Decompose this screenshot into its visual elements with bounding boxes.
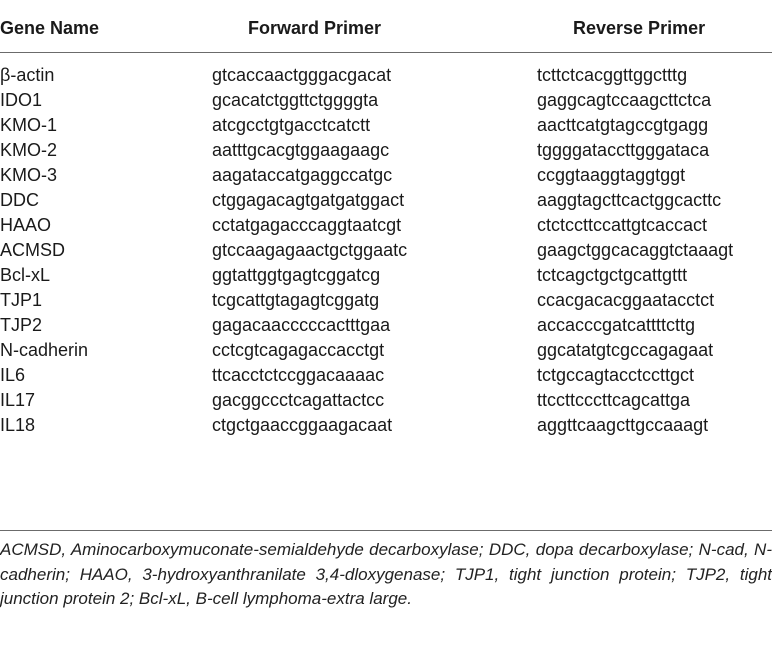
- gene-name-cell: TJP1: [0, 290, 43, 310]
- reverse-primer-cell: tctcagctgctgcattgttt: [537, 265, 688, 285]
- forward-primer-cell: ctggagacagtgatgatggact: [212, 190, 405, 210]
- forward-primer-cell: gagacaacccccactttgaa: [212, 315, 391, 335]
- header-forward-primer: Forward Primer: [248, 17, 382, 38]
- table-row: [0, 288, 772, 313]
- gene-name-cell: IL17: [0, 390, 36, 410]
- table-row: [0, 363, 772, 388]
- reverse-primer-cell: ggcatatgtcgccagagaat: [537, 340, 714, 360]
- gene-name-cell: KMO-1: [0, 115, 58, 135]
- gene-name-cell: KMO-3: [0, 165, 58, 185]
- forward-primer-cell: atcgcctgtgacctcatctt: [212, 115, 371, 135]
- table-footnote: ACMSD, Aminocarboxymuconate-semialdehyde decarboxylase; DDC, dopa decarboxylase; N-cad, N-cadherin; HAAO, 3-hydroxyanthranilate 3,4-dloxygenase; TJP1, tight junction protein; TJP2, tight junction protein 2; Bcl-xL, B-cell lymphoma-extra large.: [0, 540, 772, 608]
- gene-name-cell: HAAO: [0, 215, 52, 235]
- gene-name-cell: KMO-2: [0, 140, 58, 160]
- reverse-primer-cell: aaggtagcttcactggcacttc: [537, 190, 722, 210]
- gene-name-cell: IL18: [0, 415, 36, 435]
- header-gene-name: Gene Name: [0, 17, 100, 38]
- forward-primer-cell: gcacatctggttctggggta: [212, 90, 379, 110]
- footer-rule: [0, 530, 772, 531]
- forward-primer-cell: aagataccatgaggccatgc: [212, 165, 393, 185]
- forward-primer-cell: ggtattggtgagtcggatcg: [212, 265, 381, 285]
- reverse-primer-cell: aacttcatgtagccgtgagg: [537, 115, 709, 135]
- table-row: [0, 47, 772, 88]
- gene-name-cell: N-cadherin: [0, 340, 89, 360]
- table-row: [0, 88, 772, 113]
- table-row: [0, 388, 772, 413]
- table-row: [0, 413, 772, 438]
- forward-primer-cell: aatttgcacgtggaagaagc: [212, 140, 390, 160]
- header-reverse-primer: Reverse Primer: [573, 17, 706, 38]
- reverse-primer-cell: tctgccagtacctccttgct: [537, 365, 695, 385]
- gene-name-cell: IDO1: [0, 90, 43, 110]
- table-row: [0, 213, 772, 238]
- gene-name-cell: IL6: [0, 365, 26, 385]
- table-row: [0, 238, 772, 263]
- table-row: [0, 138, 772, 163]
- forward-primer-cell: gtcaccaactgggacgacat: [212, 65, 392, 85]
- forward-primer-cell: gacggccctcagattactcc: [212, 390, 385, 410]
- reverse-primer-cell: ccacgacacggaatacctct: [537, 290, 715, 310]
- reverse-primer-cell: tggggataccttgggataca: [537, 140, 710, 160]
- table-row: [0, 163, 772, 188]
- reverse-primer-cell: ccggtaaggtaggtggt: [537, 165, 686, 185]
- reverse-primer-cell: ctctccttccattgtcaccact: [537, 215, 708, 235]
- table-row: [0, 113, 772, 138]
- table-row: [0, 263, 772, 288]
- reverse-primer-cell: ttccttcccttcagcattga: [537, 390, 691, 410]
- gene-name-cell: β-actin: [0, 65, 55, 85]
- table-header-row: [0, 9, 772, 47]
- gene-name-cell: Bcl-xL: [0, 265, 51, 285]
- reverse-primer-cell: tcttctcacggttggctttg: [537, 65, 688, 85]
- reverse-primer-cell: aggttcaagcttgccaaagt: [537, 415, 709, 435]
- table-row: [0, 313, 772, 338]
- reverse-primer-cell: gaagctggcacaggtctaaagt: [537, 240, 734, 260]
- gene-name-cell: TJP2: [0, 315, 43, 335]
- primer-table: [0, 9, 772, 438]
- forward-primer-cell: ctgctgaaccggaagacaat: [212, 415, 393, 435]
- reverse-primer-cell: accacccgatcattttcttg: [537, 315, 696, 335]
- table-row: [0, 338, 772, 363]
- forward-primer-cell: cctcgtcagagaccacctgt: [212, 340, 385, 360]
- forward-primer-cell: tcgcattgtagagtcggatg: [212, 290, 380, 310]
- forward-primer-cell: gtccaagagaactgctggaatc: [212, 240, 408, 260]
- gene-name-cell: ACMSD: [0, 240, 66, 260]
- forward-primer-cell: cctatgagacccaggtaatcgt: [212, 215, 402, 235]
- gene-name-cell: DDC: [0, 190, 39, 210]
- table-row: [0, 188, 772, 213]
- forward-primer-cell: ttcacctctccggacaaaac: [212, 365, 385, 385]
- reverse-primer-cell: gaggcagtccaagcttctca: [537, 90, 712, 110]
